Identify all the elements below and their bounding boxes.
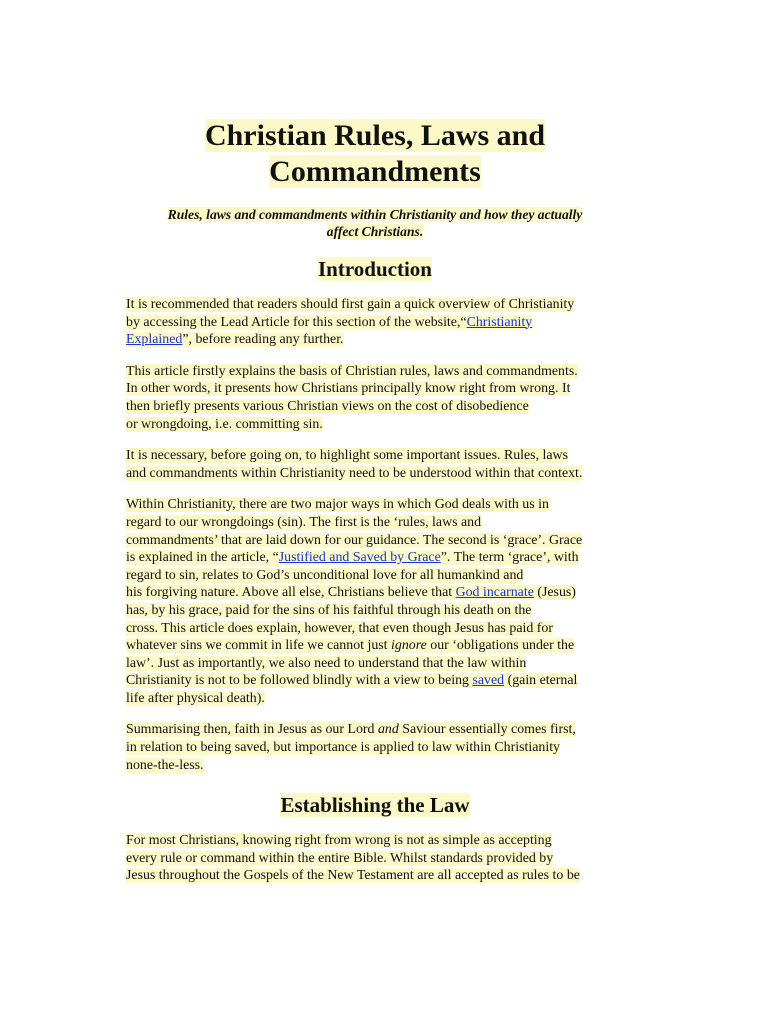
p6-line-1: For most Christians, knowing right from wrong is not as simple as accepting xyxy=(126,833,552,849)
p6-line-2: every rule or command within the entire Bible. Whilst standards provided by xyxy=(126,850,554,866)
paragraph-3 xyxy=(126,447,624,482)
p4-line-4-text-b: ”. The term ‘grace’, with xyxy=(440,550,579,566)
p2-line-2: In other words, it presents how Christians principally know right from wrong. It xyxy=(126,381,571,397)
introduction-heading-text: Introduction xyxy=(318,257,432,281)
p5-line-3: none-the-less. xyxy=(126,757,204,773)
p4-line-2: regard to our wrongdoings (sin). The first is the ‘rules, laws and xyxy=(126,514,482,530)
p4-line-10: law’. Just as importantly, we also need to understand that the law within xyxy=(126,655,527,671)
p4-line-5: regard to sin, relates to God’s unconditional love for all humankind and xyxy=(126,567,524,583)
subtitle-line-2: affect Christians. xyxy=(326,224,424,239)
paragraph-2 xyxy=(126,363,624,433)
establishing-the-law-heading-text: Establishing the Law xyxy=(280,793,470,818)
saved-link[interactable]: saved xyxy=(472,673,505,689)
p5-line-1-text-a: Summarising then, faith in Jesus as our Lord xyxy=(126,722,378,738)
title-line-2: Commandments xyxy=(269,155,481,188)
p1-line-2-text: by accessing the Lead Article for this section of the website,“ xyxy=(126,314,467,330)
title-line-1: Christian Rules, Laws and xyxy=(204,119,546,152)
god-incarnate-link[interactable]: God incarnate xyxy=(455,585,534,601)
p3-line-2: and commandments within Christianity need to be understood within that context. xyxy=(126,465,583,481)
p4-line-4 xyxy=(126,550,579,565)
p4-line-9 xyxy=(126,638,574,653)
p4-line-11-text-a: Christianity is not to be followed blindly with a view to being xyxy=(126,673,473,689)
p1-line-1: It is recommended that readers should first gain a quick overview of Christianity xyxy=(126,297,575,312)
paragraph-4 xyxy=(126,496,624,707)
justified-saved-by-grace-link[interactable]: Justified and Saved by Grace xyxy=(278,550,441,566)
p4-line-9-text-b: our ‘obligations under the xyxy=(426,638,575,654)
p4-line-9-text-a: whatever sins we commit in life we cannot just xyxy=(126,638,392,654)
paragraph-1 xyxy=(126,296,624,349)
p4-emphasis-ignore: ignore xyxy=(391,638,427,654)
p4-line-3: commandments’ that are laid down for our guidance. The second is ‘grace’. Grace xyxy=(126,532,583,548)
p4-line-12: life after physical death). xyxy=(126,690,265,706)
p4-line-6 xyxy=(126,585,576,600)
p5-line-1 xyxy=(126,722,576,737)
christianity-explained-link-part-1[interactable]: Christianity xyxy=(466,314,533,330)
p2-line-3: then briefly presents various Christian views on the cost of disobedience xyxy=(126,398,529,414)
paragraph-5 xyxy=(126,721,624,774)
p3-line-1: It is necessary, before going on, to highlight some important issues. Rules, laws xyxy=(126,448,568,464)
p2-line-4: or wrongdoing, i.e. committing sin. xyxy=(126,416,323,432)
p4-line-8: cross. This article does explain, however, that even though Jesus has paid for xyxy=(126,620,553,636)
subtitle-line-1: Rules, laws and commandments within Christianity and how they actually xyxy=(167,207,583,222)
document-content xyxy=(126,118,624,885)
establishing-the-law-heading xyxy=(126,792,624,818)
p1-line-2 xyxy=(126,315,532,330)
christianity-explained-link-part-2[interactable]: Explained xyxy=(126,332,183,348)
p4-line-11 xyxy=(126,673,577,688)
subtitle xyxy=(126,206,624,240)
p4-line-6-text-b: (Jesus) xyxy=(533,585,576,601)
p6-line-3: Jesus throughout the Gospels of the New Testament are all accepted as rules to be xyxy=(126,868,580,884)
p2-line-1: This article firstly explains the basis of Christian rules, laws and commandments. xyxy=(126,363,578,379)
p4-line-4-text-a: is explained in the article, “ xyxy=(126,550,279,566)
p4-line-1: Within Christianity, there are two major ways in which God deals with us in xyxy=(126,497,549,513)
introduction-heading xyxy=(126,256,624,282)
p5-emphasis-and: and xyxy=(377,722,399,738)
p4-line-6-text-a: his forgiving nature. Above all else, Christians believe that xyxy=(126,585,456,601)
p5-line-1-text-b: Saviour essentially comes first, xyxy=(398,722,576,738)
p4-line-7: has, by his grace, paid for the sins of his faithful through his death on the xyxy=(126,602,532,618)
page-title xyxy=(126,118,624,190)
paragraph-6 xyxy=(126,832,624,885)
p1-line-3-text: ”, before reading any further. xyxy=(182,332,344,348)
p5-line-2: in relation to being saved, but importance is applied to law within Christianity xyxy=(126,740,561,756)
p4-line-11-text-b: (gain eternal xyxy=(504,673,578,689)
p1-line-3 xyxy=(126,332,344,347)
